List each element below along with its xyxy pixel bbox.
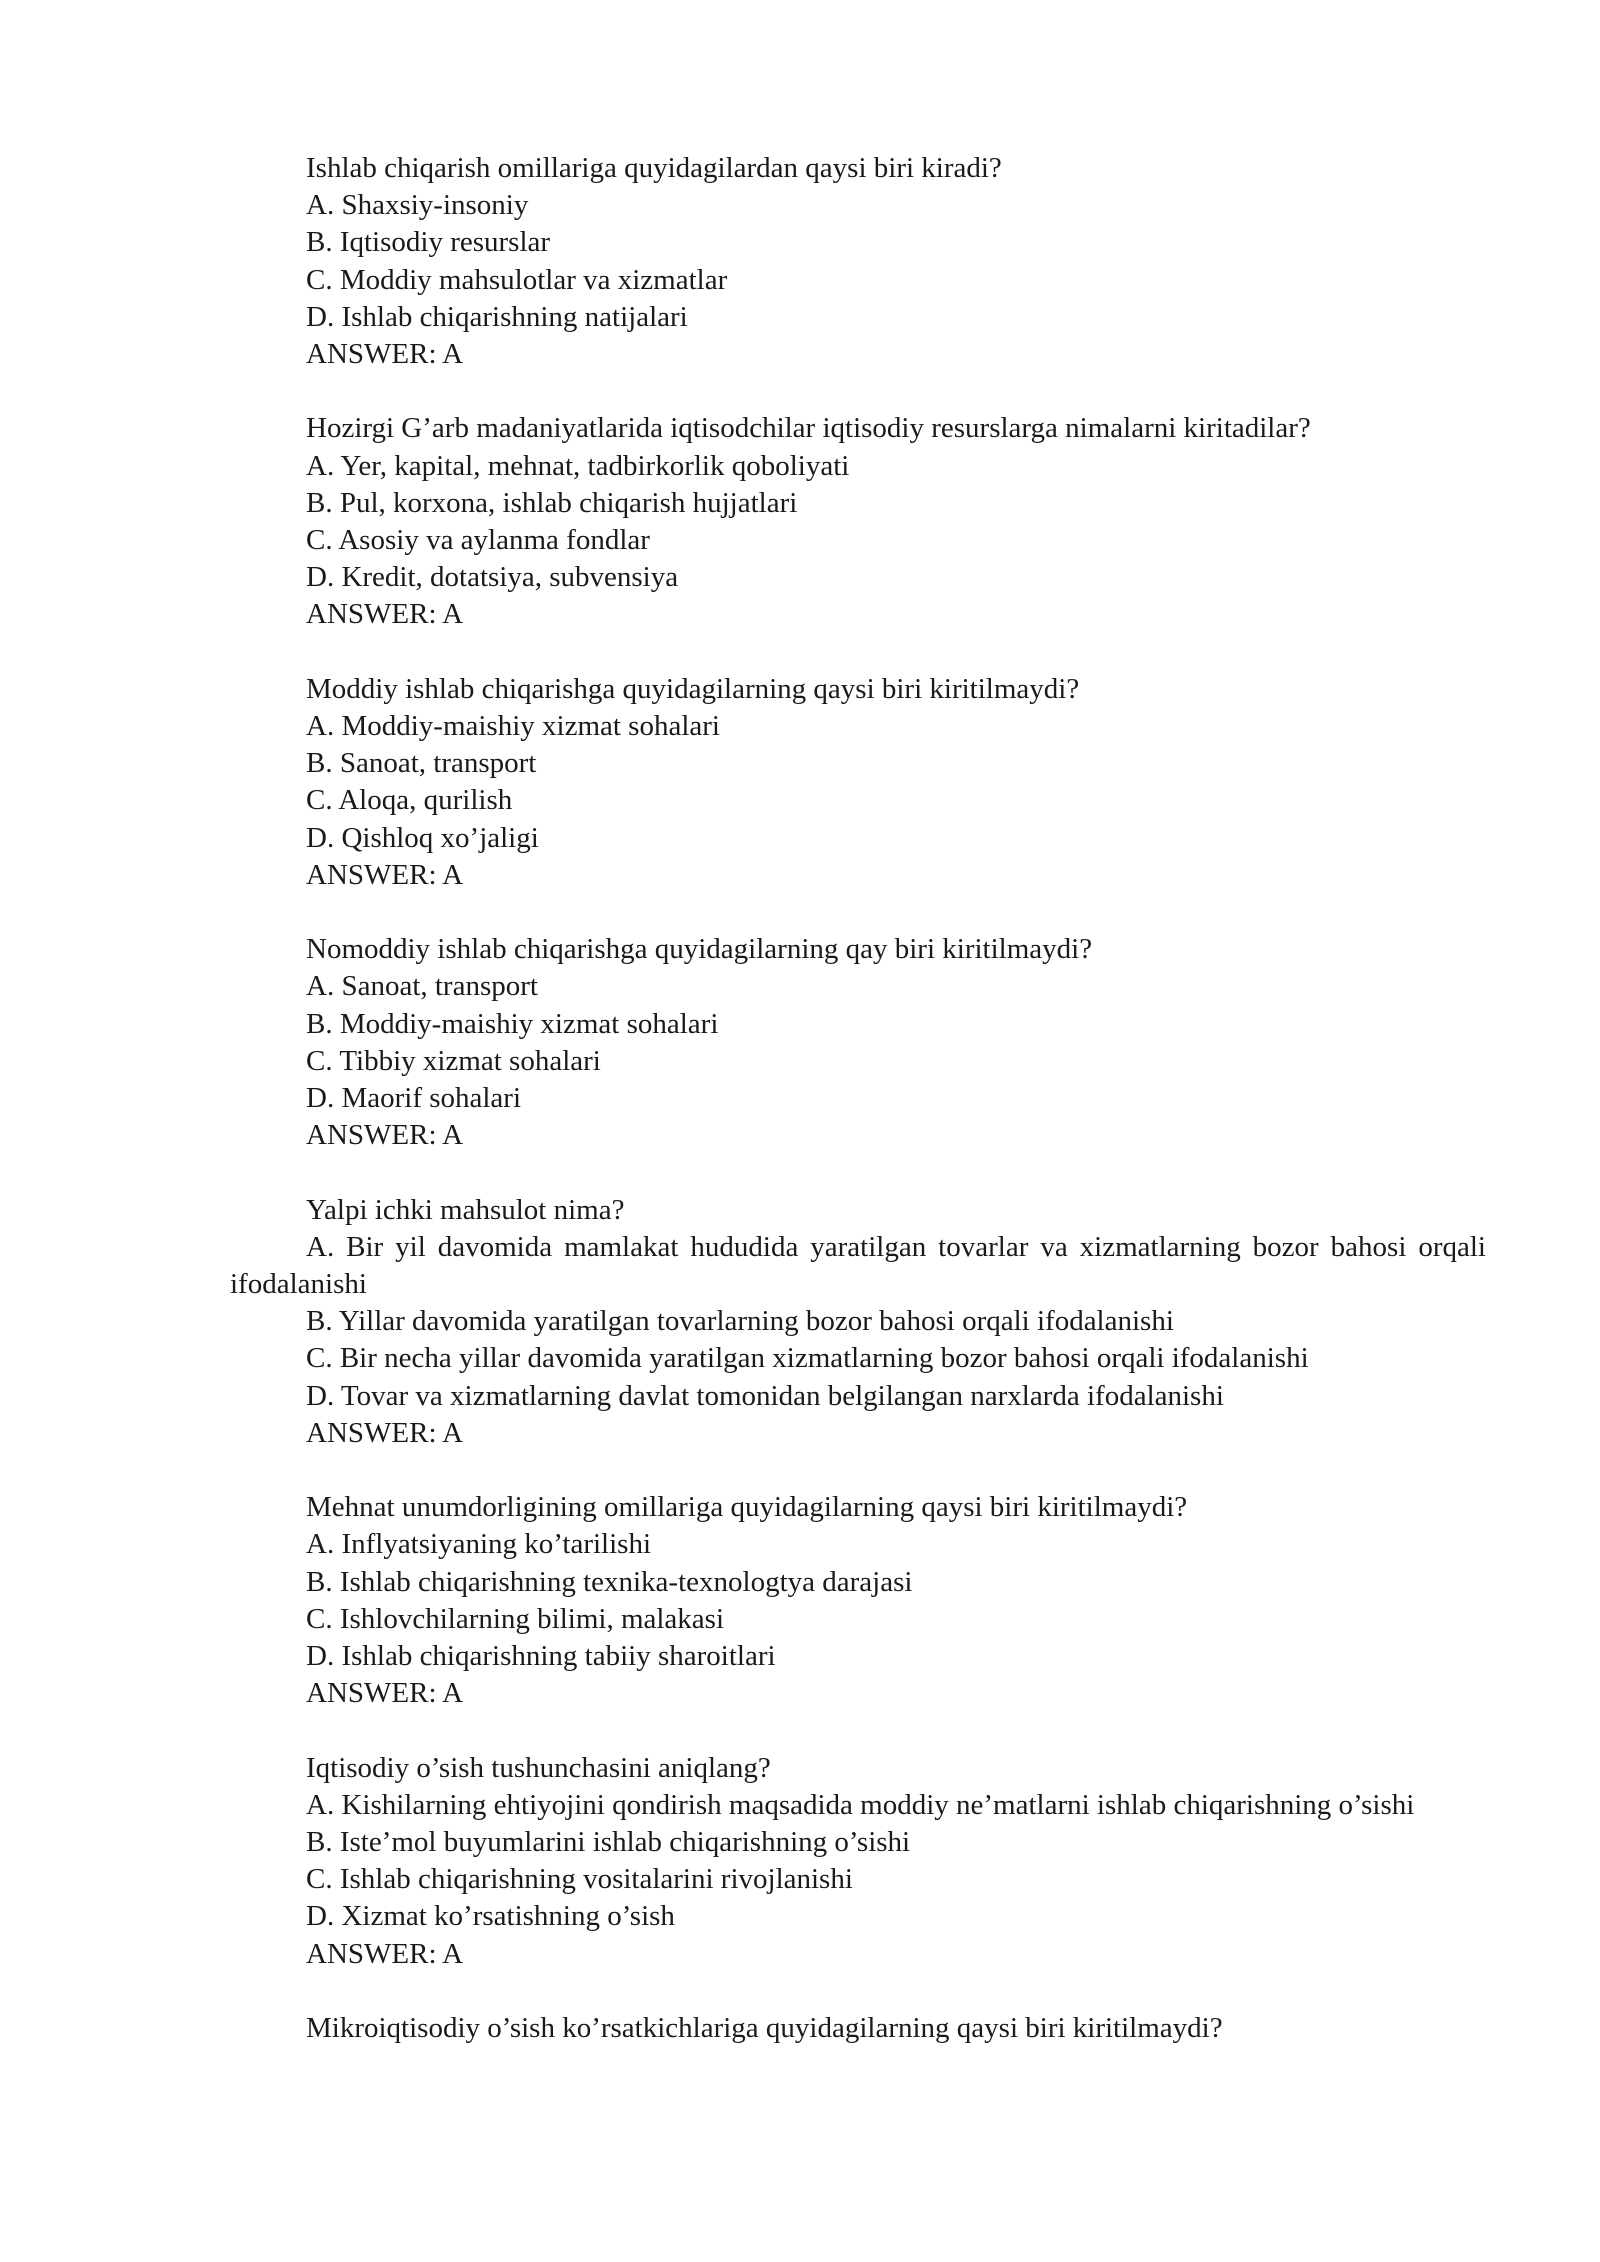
- option-d: D. Xizmat ko’rsatishning o’sish: [306, 1900, 675, 1933]
- option-b: B. Moddiy-maishiy xizmat sohalari: [306, 1007, 719, 1040]
- answer-line: ANSWER: A: [306, 338, 464, 371]
- question-text: Moddiy ishlab chiqarishga quyidagilarning qaysi biri kiritilmaydi?: [306, 672, 1080, 705]
- option-a: A. Shaxsiy-insoniy: [306, 189, 529, 222]
- option-a: A. Bir yil davomida mamlakat hududida yaratilgan tovarlar va xizmatlarning bozor bahosi orqali ifodalanishi: [230, 1230, 1486, 1301]
- answer-line: ANSWER: A: [306, 858, 464, 891]
- question-block-1: [230, 150, 1486, 373]
- question-block-8: [230, 2010, 1486, 2047]
- option-c: C. Ishlovchilarning bilimi, malakasi: [306, 1602, 725, 1635]
- option-a: A. Yer, kapital, mehnat, tadbirkorlik qoboliyati: [306, 449, 850, 482]
- option-d: D. Kredit, dotatsiya, subvensiya: [306, 561, 679, 594]
- option-b: B. Iqtisodiy resurslar: [306, 226, 551, 259]
- question-text: Hozirgi G’arb madaniyatlarida iqtisodchilar iqtisodiy resurslarga nimalarni kiritadilar?: [306, 412, 1311, 445]
- question-block-5: [230, 1192, 1486, 1452]
- option-b: B. Iste’mol buyumlarini ishlab chiqarishning o’sishi: [306, 1826, 911, 1859]
- option-d: D. Ishlab chiqarishning tabiiy sharoitlari: [306, 1640, 776, 1673]
- question-block-7: [230, 1750, 1486, 1973]
- option-a: A. Inflyatsiyaning ko’tarilishi: [306, 1528, 651, 1561]
- answer-line: ANSWER: A: [306, 1119, 464, 1152]
- question-block-2: [230, 410, 1486, 633]
- answer-line: ANSWER: A: [306, 1677, 464, 1710]
- document-page: [230, 150, 1486, 2084]
- answer-line: ANSWER: A: [306, 598, 464, 631]
- option-b: B. Sanoat, transport: [306, 747, 537, 780]
- option-b: B. Pul, korxona, ishlab chiqarish hujjatlari: [306, 486, 798, 519]
- answer-line: ANSWER: A: [306, 1416, 464, 1449]
- question-text: Nomoddiy ishlab chiqarishga quyidagilarning qay biri kiritilmaydi?: [306, 933, 1093, 966]
- question-block-4: [230, 931, 1486, 1154]
- question-text: Mehnat unumdorligining omillariga quyidagilarning qaysi biri kiritilmaydi?: [306, 1491, 1188, 1524]
- option-c: C. Aloqa, qurilish: [306, 784, 513, 817]
- question-block-6: [230, 1489, 1486, 1712]
- answer-line: ANSWER: A: [306, 1937, 464, 1970]
- option-a: A. Moddiy-maishiy xizmat sohalari: [306, 710, 720, 743]
- option-c: C. Asosiy va aylanma fondlar: [306, 524, 650, 557]
- option-d: D. Ishlab chiqarishning natijalari: [306, 300, 688, 333]
- option-a: A. Sanoat, transport: [306, 970, 538, 1003]
- option-d: D. Maorif sohalari: [306, 1082, 522, 1115]
- option-d: D. Tovar va xizmatlarning davlat tomonidan belgilangan narxlarda ifodalanishi: [306, 1379, 1224, 1412]
- option-c: C. Moddiy mahsulotlar va xizmatlar: [306, 263, 728, 296]
- option-c: C. Ishlab chiqarishning vositalarini rivojlanishi: [306, 1863, 853, 1896]
- option-a: A. Kishilarning ehtiyojini qondirish maqsadida moddiy ne’matlarni ishlab chiqarishning o’sishi: [306, 1788, 1415, 1821]
- question-text: Iqtisodiy o’sish tushunchasini aniqlang?: [306, 1751, 771, 1784]
- option-c: C. Bir necha yillar davomida yaratilgan xizmatlarning bozor bahosi orqali ifodalanishi: [306, 1342, 1309, 1375]
- question-block-3: [230, 671, 1486, 894]
- option-c: C. Tibbiy xizmat sohalari: [306, 1044, 601, 1077]
- option-d: D. Qishloq xo’jaligi: [306, 821, 539, 854]
- option-b: B. Ishlab chiqarishning texnika-texnologtya darajasi: [306, 1565, 913, 1598]
- option-b: B. Yillar davomida yaratilgan tovarlarning bozor bahosi orqali ifodalanishi: [306, 1305, 1174, 1338]
- question-text: Yalpi ichki mahsulot nima?: [306, 1193, 625, 1226]
- question-text: Ishlab chiqarish omillariga quyidagilardan qaysi biri kiradi?: [306, 152, 1002, 184]
- question-text: Mikroiqtisodiy o’sish ko’rsatkichlariga quyidagilarning qaysi biri kiritilmaydi?: [306, 2012, 1223, 2045]
